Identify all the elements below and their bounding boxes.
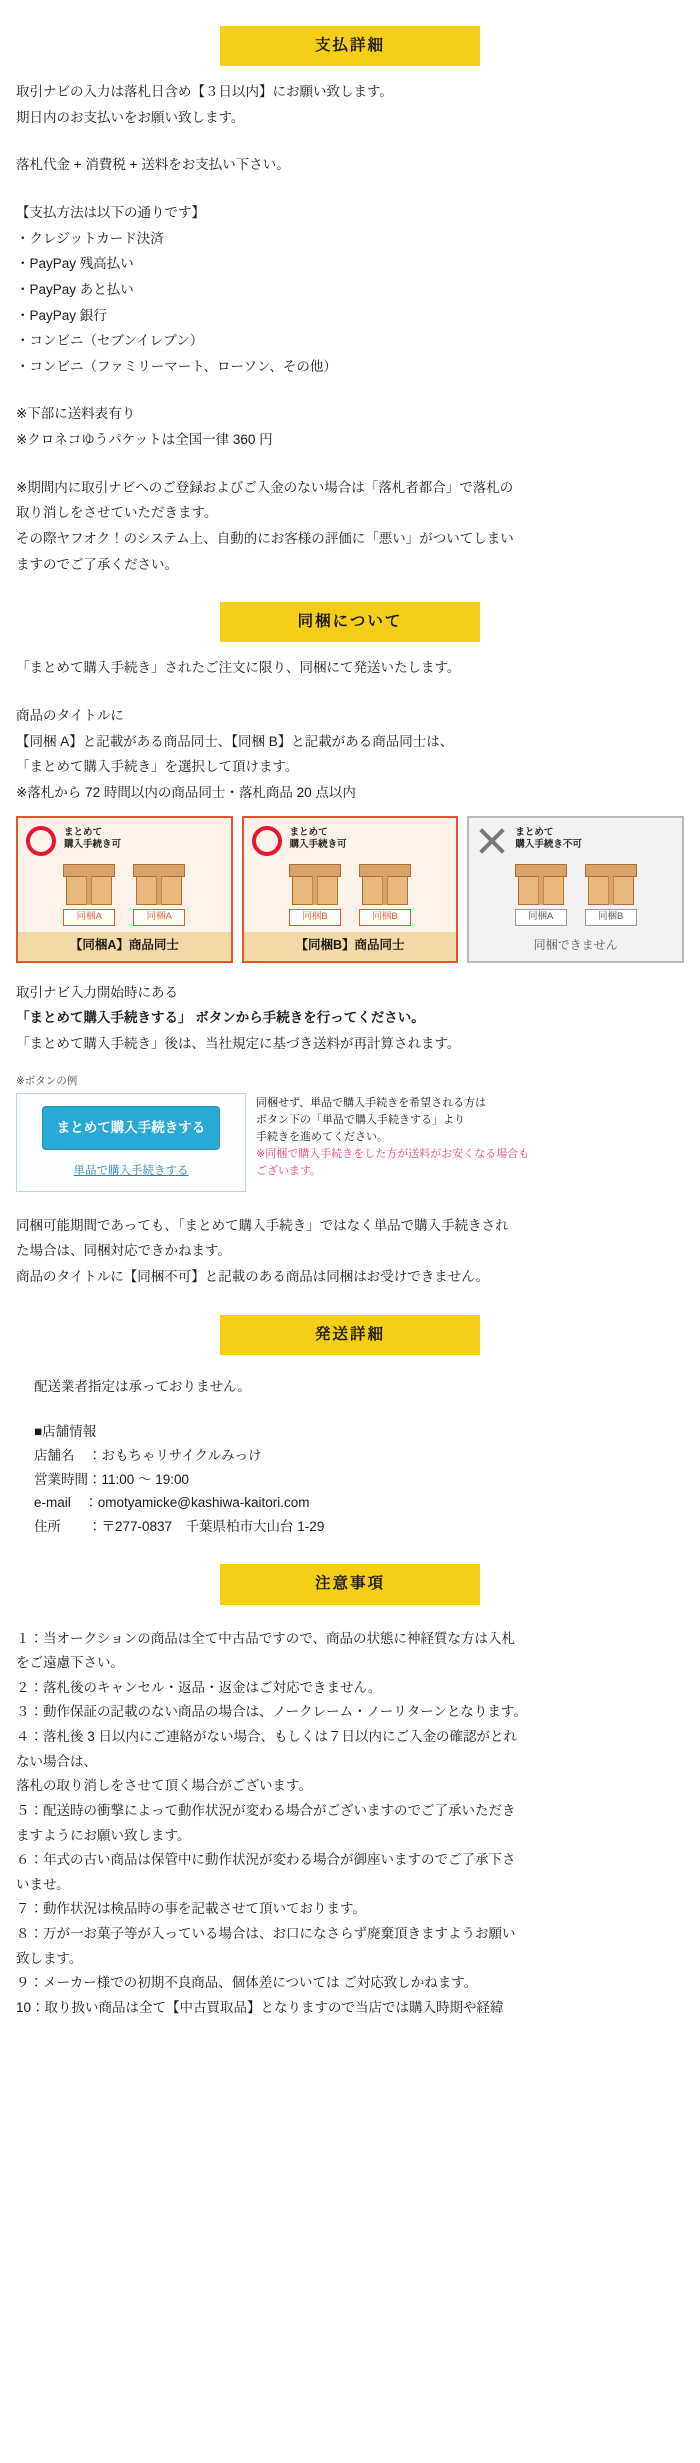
box-icon bbox=[133, 864, 185, 906]
payment-warning-line: 取り消しをさせていただきます。 bbox=[16, 505, 218, 521]
payment-methods-title: 【支払方法は以下の通りです】 bbox=[16, 205, 205, 220]
payment-line-2: 期日内のお支払いをお願い致します。 bbox=[16, 109, 245, 125]
side-note-pink-line: ございます。 bbox=[256, 1165, 322, 1178]
notice-item: いませ。 bbox=[16, 1876, 70, 1892]
diagram-caption: 【同梱A】商品同士 bbox=[18, 932, 231, 961]
section-header-bundling bbox=[0, 602, 700, 642]
notice-item: 10：取り扱い商品は全て【中古買取品】となりますので当店では購入時期や経緯 bbox=[16, 1999, 504, 2015]
side-note-line: ボタン下の「単品で購入手続きする」より bbox=[256, 1113, 465, 1126]
diagram-mark-label-line2: 購入手続き可 bbox=[64, 839, 122, 851]
shop-info-row: e-mail ：omotyamicke@kashiwa-kaitori.com bbox=[34, 1495, 310, 1511]
notice-item: ５：配送時の衝撃によって動作状況が変わる場合がございますのでご了承いただき bbox=[16, 1802, 516, 1818]
payment-line-1: 取引ナビの入力は落札日含め【３日以内】にお願い致します。 bbox=[16, 84, 393, 100]
notice-item: ２：落札後のキャンセル・返品・返金はご対応できません。 bbox=[16, 1679, 382, 1695]
shop-info-row: 営業時間：11:00 ～ 19:00 bbox=[34, 1471, 190, 1487]
cross-icon bbox=[477, 826, 507, 856]
button-sample-note bbox=[256, 1093, 529, 1180]
side-note-line: 手続きを進めてください。 bbox=[256, 1130, 388, 1143]
bundling-after-line: 「まとめて購入手続き」後は、当社規定に基づき送料が再計算されます。 bbox=[16, 1035, 461, 1051]
box-icon bbox=[515, 864, 567, 906]
circle-icon bbox=[252, 826, 282, 856]
notice-item: ６：年式の古い商品は保管中に動作状況が変わる場合が御座いますのでご了承下さ bbox=[16, 1852, 516, 1868]
payment-note: ※クロネコゆうパケットは全国一律 360 円 bbox=[16, 432, 273, 447]
bundling-rule: ※落札から 72 時間以内の商品同士・落札商品 20 点以内 bbox=[16, 784, 356, 800]
diagram-mark-label-line2: 購入手続き不可 bbox=[515, 839, 582, 851]
parcel-tag: 同梱B bbox=[585, 909, 637, 925]
circle-icon bbox=[26, 826, 56, 856]
payment-total-line: 落札代金 + 消費税 + 送料をお支払い下さい。 bbox=[16, 157, 290, 173]
parcel-item bbox=[63, 864, 115, 925]
bundling-closing-line: 同梱可能期間であっても、「まとめて購入手続き」ではなく単品で購入手続きされ bbox=[16, 1217, 509, 1233]
parcel-item bbox=[359, 864, 411, 925]
button-sample-label: ※ボタンの例 bbox=[16, 1074, 78, 1087]
parcel-item bbox=[289, 864, 341, 925]
bundling-rule: 商品のタイトルに bbox=[16, 707, 124, 723]
diagram-mark-label-line2: 購入手続き可 bbox=[289, 839, 347, 851]
shipping-lead: 配送業者指定は承っておりません。 bbox=[34, 1378, 251, 1394]
notice-item: 落札の取り消しをさせて頂く場合がございます。 bbox=[16, 1778, 312, 1794]
bundling-rule: 「まとめて購入手続き」を選択して頂けます。 bbox=[16, 759, 299, 775]
payment-note: ※下部に送料表有り bbox=[16, 406, 136, 422]
payment-method-item: ・PayPay あと払い bbox=[16, 281, 134, 297]
parcel-tag: 同梱A bbox=[63, 909, 115, 925]
bundling-after-line: 取引ナビ入力開始時にある bbox=[16, 984, 178, 1000]
payment-method-item: ・PayPay 残高払い bbox=[16, 256, 134, 272]
parcel-tag: 同梱A bbox=[515, 909, 567, 925]
box-icon bbox=[289, 864, 341, 906]
payment-method-item: ・PayPay 銀行 bbox=[16, 307, 107, 323]
diagram-caption: 【同梱B】商品同士 bbox=[244, 932, 457, 961]
notice-item: ない場合は、 bbox=[16, 1753, 97, 1769]
diagram-card-bundle-b bbox=[242, 816, 459, 962]
bundling-diagram bbox=[16, 816, 684, 962]
notice-item: ８：万が一お菓子等が入っている場合は、お口になさらず廃棄頂きますようお願い bbox=[16, 1926, 516, 1942]
parcel-tag: 同梱B bbox=[289, 909, 341, 925]
parcel-item bbox=[515, 864, 567, 925]
section-header-notice bbox=[0, 1564, 700, 1604]
shipping-body bbox=[0, 1369, 700, 1539]
notice-item: ７：動作状況は検品時の事を記載させて頂いております。 bbox=[16, 1901, 366, 1917]
side-note-line: 同梱せず、単品で購入手続きを希望される方は bbox=[256, 1096, 487, 1109]
notice-item: ９：メーカー様での初期不良商品、個体差については ご対応致しかねます。 bbox=[16, 1975, 478, 1991]
notice-item: ４：落札後 3 日以内にご連絡がない場合、もしくは７日以内にご入金の確認がとれ bbox=[16, 1729, 518, 1745]
section-title-payment: 支払詳細 bbox=[220, 26, 480, 66]
diagram-mark-label-line1: まとめて bbox=[515, 827, 554, 839]
bundling-rule: 【同梱 A】と記載がある商品同士、【同梱 B】と記載がある商品同士は、 bbox=[16, 733, 454, 749]
notice-item: ３：動作保証の記載のない商品の場合は、ノークレーム・ノーリターンとなります。 bbox=[16, 1704, 527, 1720]
payment-warning-line: ますのでご了承ください。 bbox=[16, 556, 178, 572]
section-title-bundling: 同梱について bbox=[220, 602, 480, 642]
payment-method-item: ・クレジットカード決済 bbox=[16, 230, 164, 246]
parcel-tag: 同梱A bbox=[133, 909, 185, 925]
page-root bbox=[0, 26, 700, 2051]
parcel-item bbox=[585, 864, 637, 925]
diagram-card-bundle-a bbox=[16, 816, 233, 962]
notice-item: をご遠慮下さい。 bbox=[16, 1655, 124, 1671]
section-header-shipping bbox=[0, 1315, 700, 1355]
bundling-lead: 「まとめて購入手続き」されたご注文に限り、同梱にて発送いたします。 bbox=[16, 660, 461, 676]
box-icon bbox=[359, 864, 411, 906]
side-note-pink-line: ※同梱で購入手続きをした方が送料がお安くなる場合も bbox=[256, 1148, 530, 1161]
payment-warning-line: ※期間内に取引ナビへのご登録およびご入金のない場合は「落札者都合」で落札の bbox=[16, 479, 514, 495]
section-header-payment bbox=[0, 26, 700, 66]
box-icon bbox=[585, 864, 637, 906]
button-sample-box bbox=[16, 1093, 246, 1192]
parcel-item bbox=[133, 864, 185, 925]
payment-body bbox=[0, 80, 700, 576]
payment-method-item: ・コンビニ（ファミリーマート、ローソン、その他） bbox=[16, 358, 337, 374]
notice-item: １：当オークションの商品は全て中古品ですので、商品の状態に神経質な方は入札 bbox=[16, 1630, 515, 1646]
diagram-mark-label-line1: まとめて bbox=[289, 827, 328, 839]
section-title-shipping: 発送詳細 bbox=[220, 1315, 480, 1355]
payment-method-item: ・コンビニ（セブンイレブン） bbox=[16, 333, 204, 349]
section-title-notice: 注意事項 bbox=[220, 1564, 480, 1604]
diagram-card-not-allowed bbox=[467, 816, 684, 962]
bundling-after-line-bold: 「まとめて購入手続きする」 ボタンから手続きを行ってください。 bbox=[16, 1010, 425, 1026]
bundling-closing-line: 商品のタイトルに【同梱不可】と記載のある商品は同梱はお受けできません。 bbox=[16, 1268, 490, 1284]
bundling-body bbox=[0, 656, 700, 1288]
shop-info-title: ■店舗情報 bbox=[34, 1424, 97, 1440]
diagram-caption: 同梱できません bbox=[533, 937, 618, 952]
single-checkout-link[interactable]: 単品で購入手続きする bbox=[73, 1164, 189, 1177]
bundling-closing-line: た場合は、同梱対応できかねます。 bbox=[16, 1243, 231, 1259]
notice-item: ますようにお願い致します。 bbox=[16, 1827, 191, 1843]
notice-body bbox=[0, 1619, 700, 2020]
diagram-mark-label-line1: まとめて bbox=[64, 827, 103, 839]
payment-warning-line: その際ヤフオク！のシステム上、自動的にお客様の評価に「悪い」がついてしまい bbox=[16, 530, 514, 546]
button-sample-panel bbox=[16, 1093, 684, 1192]
box-icon bbox=[63, 864, 115, 906]
shop-info-row: 店舗名 ：おもちゃリサイクルみっけ bbox=[34, 1447, 262, 1463]
parcel-tag: 同梱B bbox=[359, 909, 411, 925]
notice-item: 致します。 bbox=[16, 1950, 83, 1966]
bundle-checkout-button[interactable]: まとめて購入手続きする bbox=[42, 1106, 221, 1150]
shop-info-row: 住所 ：〒277-0837 千葉県柏市大山台 1-29 bbox=[34, 1518, 325, 1534]
